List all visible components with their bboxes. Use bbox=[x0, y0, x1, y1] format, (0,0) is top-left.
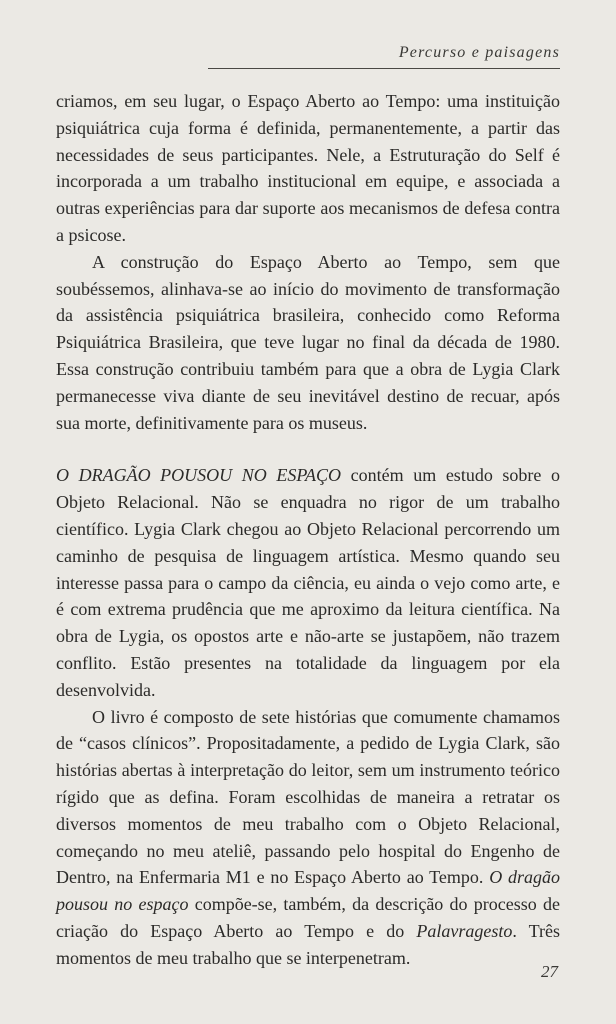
book-title-italic: O dragão pousou no espaço bbox=[56, 867, 560, 915]
book-title-caps: O DRAGÃO POUSOU NO ESPAÇO bbox=[56, 465, 342, 486]
header-rule bbox=[208, 68, 560, 69]
paragraph-4-text-c: . Três momentos de meu trabalho que se interpenetram. bbox=[56, 920, 560, 968]
paragraph-3-text: contém um estudo sobre o Objeto Relacional. Não se enquadra no rigor de um trabalho científico. Lygia Clark chegou ao Objeto Relacional percorrendo um caminho de pesquisa de linguagem artística. Mesmo quando seu interesse passa para o campo da ciência, eu ainda o vejo como arte, e é com extrema prudência que me aproximo da leitura científica. Na obra de Lygia, os opostos arte e não-arte se justapõem, não trazem conflito. Estão presentes na totalidade da linguagem por ela desenvolvida. bbox=[56, 465, 560, 700]
paragraph-4-text-b: compõe-se, também, da descrição do processo de criação do Espaço Aberto ao Tempo e do bbox=[56, 894, 560, 941]
paragraph-1: criamos, em seu lugar, o Espaço Aberto ao Tempo: uma instituição psiquiátrica cuja forma é definida, permanentemente, a partir das necessidades de seus participantes. Nele, a Estruturação do Self é incorporada a um trabalho institucional em equipe, e associada a outras experiências para dar suporte aos mecanismos de defesa contra a psicose. bbox=[56, 91, 560, 245]
page-number: 27 bbox=[541, 962, 558, 981]
paragraph-4 bbox=[56, 704, 560, 972]
paragraph-4-text-a: O livro é composto de sete histórias que comumente chamamos de “casos clínicos”. Propositadamente, a pedido de Lygia Clark, são histórias abertas à interpretação do leitor, sem um instrumento teórico rígido que as defina. Foram escolhidas de maneira a retratar os diversos momentos de meu trabalho com o Objeto Relacional, começando no meu ateliê, passando pelo hospital do Engenho de Dentro, na Enfermaria M1 e no Espaço Aberto ao Tempo. bbox=[56, 706, 560, 888]
paragraph-2: A construção do Espaço Aberto ao Tempo, sem que soubéssemos, alinhava-se ao início do movimento de transformação da assistência psiquiátrica brasileira, conhecido como Reforma Psiquiátrica Brasileira, que teve lugar no final da década de 1980. Essa construção contribuiu também para que a obra de Lygia Clark permanecesse viva diante de seu inevitável destino de recuar, após sua morte, definitivamente para os museus. bbox=[56, 251, 560, 433]
palavragesto-italic: Palavragesto bbox=[416, 920, 513, 941]
body-text bbox=[56, 88, 560, 972]
running-head: Percurso e paisagens bbox=[398, 44, 560, 61]
paragraph-3 bbox=[56, 462, 560, 703]
